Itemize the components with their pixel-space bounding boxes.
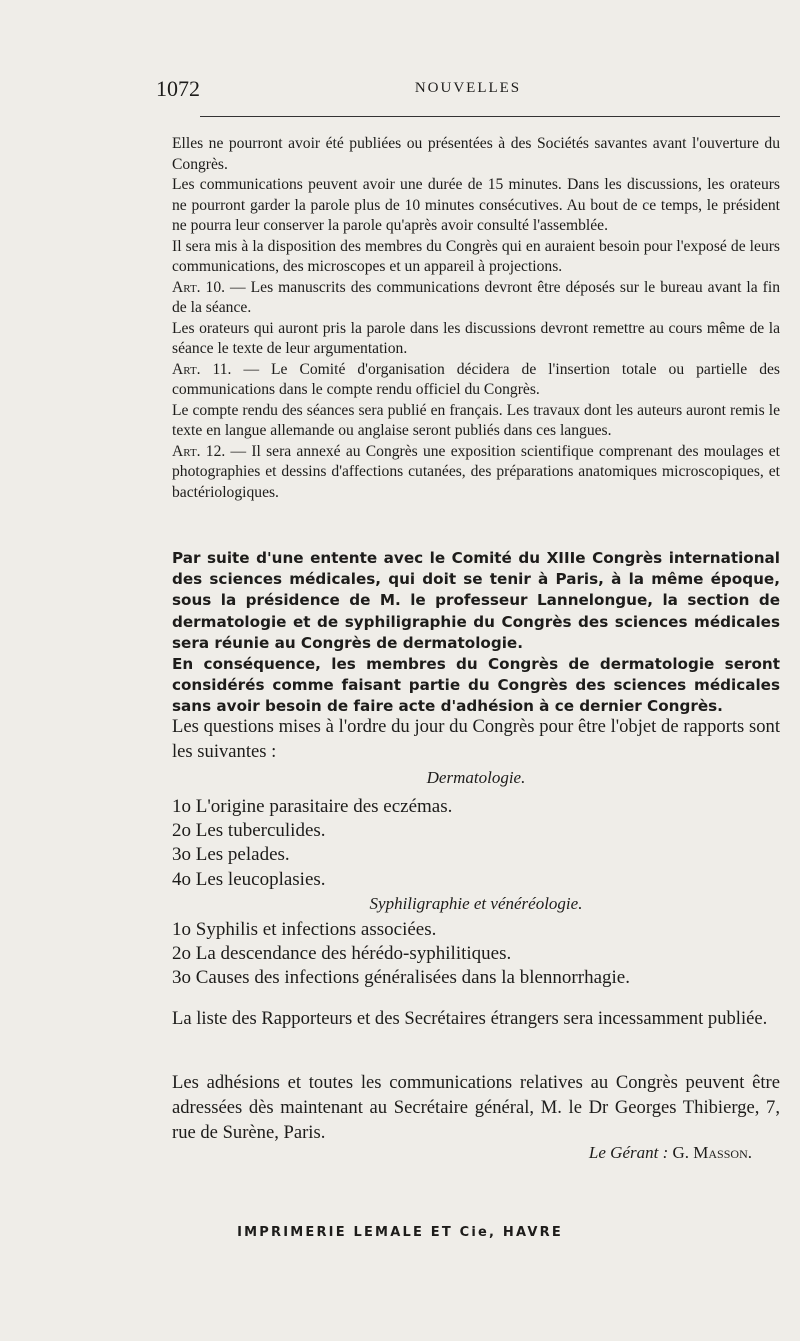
list-item: 2o Les tuberculides. — [172, 820, 326, 842]
paragraph: Le compte rendu des séances sera publié en français. Les travaux dont les auteurs auront remis le texte en langue allemande ou anglaise seront publiés dans ces langues. — [172, 401, 780, 439]
signature — [589, 1143, 752, 1163]
article-11 — [172, 360, 780, 401]
article-label: Art. 12. — [172, 442, 226, 460]
rapporteurs-text: La liste des Rapporteurs et des Secrétaires étrangers sera incessamment publiée. — [172, 1008, 768, 1029]
notice-paragraph: Par suite d'une entente avec le Comité du XIIIe Congrès international des sciences médicales, qui doit se tenir à Paris, à la même époque, sous la présidence de M. le professeur Lannelongue, la section de dermatologie et de syphiligraphie du Congrès des sciences médicales sera réunie au Congrès de dermatologie. — [172, 549, 780, 652]
list-item: 3o Les pelades. — [172, 844, 290, 866]
page-header — [156, 76, 780, 106]
rules-section — [172, 134, 780, 503]
article-text: — Il sera annexé au Congrès une exposition scientifique comprenant des moulages et photographies et dessins d'affections cutanées, des préparations anatomiques microscopiques, et bactériologiques. — [172, 442, 780, 501]
list-item: 2o La descendance des hérédo-syphilitiques. — [172, 943, 512, 965]
header-rule — [200, 116, 780, 117]
signature-name: G. Masson. — [672, 1143, 752, 1162]
paragraph: Les communications peuvent avoir une durée de 15 minutes. Dans les discussions, les orateurs ne pourront garder la parole plus de 10 minutes consécutives. Au bout de ce temps, le président ne pourra leur conserver la parole qu'après avoir consulté l'assemblée. — [172, 176, 780, 234]
article-12 — [172, 442, 780, 504]
intro-paragraph — [172, 714, 780, 764]
page-number: 1072 — [156, 76, 200, 101]
syphiligraphie-list — [172, 918, 780, 991]
rapporteurs-paragraph — [172, 1006, 780, 1031]
list-item: 4o Les leucoplasies. — [172, 868, 326, 890]
adhesions-paragraph — [172, 1070, 780, 1145]
paragraph: Les orateurs qui auront pris la parole dans les discussions devront remettre au cours même de la séance le texte de leur argumentation. — [172, 319, 780, 357]
signature-label: Le Gérant : — [588, 1143, 669, 1162]
section-title-syphiligraphie: Syphiligraphie et vénéréologie. — [369, 894, 583, 913]
list-item: 1o Syphilis et infections associées. — [172, 919, 437, 940]
list-item: 3o Causes des infections généralisées dans la blennorrhagie. — [172, 967, 630, 989]
section-title-dermatologie: Dermatologie. — [426, 768, 526, 787]
article-text: — Les manuscrits des communications devront être déposés sur le bureau avant la fin de la séance. — [172, 278, 780, 316]
article-text: — Le Comité d'organisation décidera de l'insertion totale ou partielle des communications dans le compte rendu officiel du Congrès. — [172, 360, 780, 398]
intro-text: Les questions mises à l'ordre du jour du Congrès pour être l'objet de rapports sont les suivantes : — [172, 716, 780, 762]
notice-paragraph: En conséquence, les membres du Congrès de dermatologie seront considérés comme faisant partie du Congrès des sciences médicales sans avoir besoin de faire acte d'adhésion à ce dernier Congrès. — [172, 655, 780, 716]
article-label: Art. 11. — [172, 360, 232, 378]
list-item: 1o L'origine parasitaire des eczémas. — [172, 796, 453, 817]
printer-imprint: IMPRIMERIE LEMALE ET Cie, HAVRE — [237, 1225, 563, 1240]
paragraph: Elles ne pourront avoir été publiées ou présentées à des Sociétés savantes avant l'ouverture du Congrès. — [172, 135, 780, 173]
dermatologie-list — [172, 795, 780, 892]
article-label: Art. 10. — [172, 278, 226, 296]
adhesions-text: Les adhésions et toutes les communications relatives au Congrès peuvent être adressées dès maintenant au Secrétaire général, M. le Dr Georges Thibierge, 7, rue de Surène, Paris. — [172, 1072, 780, 1143]
running-title: NOUVELLES — [414, 80, 522, 96]
paragraph: Il sera mis à la disposition des membres du Congrès qui en auraient besoin pour l'exposé de leurs communications, des microscopes et un appareil à projections. — [172, 237, 780, 275]
article-10 — [172, 278, 780, 319]
bold-notice — [172, 548, 780, 718]
